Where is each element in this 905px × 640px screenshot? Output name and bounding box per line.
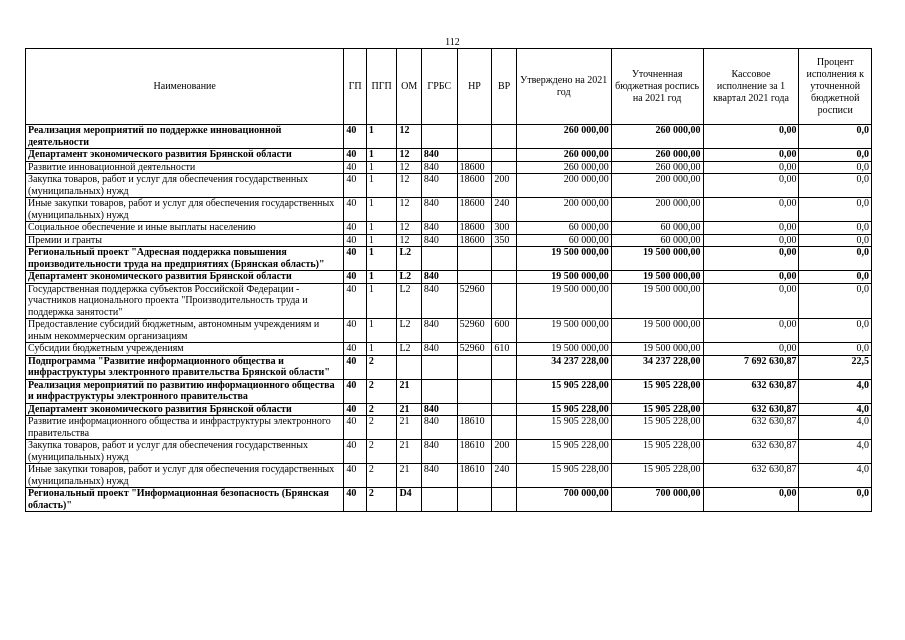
cell-percent: 4,0	[799, 379, 872, 403]
cell-om: L2	[397, 271, 421, 284]
cell-name: Подпрограмма "Развитие информационного общества и инфраструктуры электронного правительства Брянской области"	[26, 355, 344, 379]
cell-np	[457, 149, 492, 162]
cell-grbs	[421, 488, 457, 512]
cell-np	[457, 271, 492, 284]
table-body	[26, 125, 872, 512]
cell-om: 12	[397, 198, 421, 222]
cell-grbs: 840	[421, 271, 457, 284]
cell-grbs: 840	[421, 416, 457, 440]
cell-grbs: 840	[421, 174, 457, 198]
cell-approved: 19 500 000,00	[516, 283, 611, 319]
cell-percent: 0,0	[799, 198, 872, 222]
header-name: Наименование	[26, 49, 344, 125]
cell-pgp: 1	[366, 222, 397, 235]
cell-vr: 200	[492, 174, 516, 198]
cell-percent: 0,0	[799, 222, 872, 235]
cell-approved: 260 000,00	[516, 125, 611, 149]
cell-revised: 15 905 228,00	[611, 403, 703, 416]
cell-pgp: 1	[366, 283, 397, 319]
table-row	[26, 416, 872, 440]
cell-grbs: 840	[421, 222, 457, 235]
cell-name: Закупка товаров, работ и услуг для обеспечения государственных (муниципальных) нужд	[26, 174, 344, 198]
cell-revised: 60 000,00	[611, 222, 703, 235]
cell-om: 21	[397, 416, 421, 440]
cell-approved: 15 905 228,00	[516, 464, 611, 488]
cell-pgp: 1	[366, 149, 397, 162]
table-row	[26, 464, 872, 488]
cell-cash: 0,00	[703, 161, 799, 174]
cell-vr	[492, 403, 516, 416]
cell-vr	[492, 416, 516, 440]
cell-vr: 610	[492, 343, 516, 356]
cell-om: 12	[397, 161, 421, 174]
cell-name: Субсидии бюджетным учреждениям	[26, 343, 344, 356]
table-row	[26, 149, 872, 162]
cell-np: 52960	[457, 283, 492, 319]
cell-cash: 0,00	[703, 271, 799, 284]
cell-name: Региональный проект "Информационная безопасность (Брянская область)"	[26, 488, 344, 512]
cell-vr	[492, 149, 516, 162]
cell-pgp: 1	[366, 125, 397, 149]
cell-gp: 40	[344, 222, 366, 235]
cell-revised: 700 000,00	[611, 488, 703, 512]
cell-vr	[492, 125, 516, 149]
cell-cash: 632 630,87	[703, 440, 799, 464]
cell-grbs: 840	[421, 161, 457, 174]
cell-name: Социальное обеспечение и иные выплаты населению	[26, 222, 344, 235]
cell-cash: 0,00	[703, 125, 799, 149]
cell-percent: 0,0	[799, 161, 872, 174]
cell-np: 18610	[457, 464, 492, 488]
cell-percent: 4,0	[799, 464, 872, 488]
cell-name: Государственная поддержка субъектов Российской Федерации - участников национального проекта "Производительность труда и поддержка занятости"	[26, 283, 344, 319]
cell-percent: 0,0	[799, 488, 872, 512]
cell-np	[457, 125, 492, 149]
cell-revised: 200 000,00	[611, 198, 703, 222]
header-cash: Кассовое исполнение за 1 квартал 2021 года	[703, 49, 799, 125]
cell-np: 18610	[457, 416, 492, 440]
cell-om: D4	[397, 488, 421, 512]
table-row	[26, 403, 872, 416]
cell-approved: 19 500 000,00	[516, 271, 611, 284]
table-row	[26, 222, 872, 235]
cell-percent: 0,0	[799, 319, 872, 343]
table-row	[26, 161, 872, 174]
cell-revised: 34 237 228,00	[611, 355, 703, 379]
cell-np: 18600	[457, 161, 492, 174]
cell-name: Развитие инновационной деятельности	[26, 161, 344, 174]
cell-revised: 260 000,00	[611, 161, 703, 174]
cell-om: 12	[397, 222, 421, 235]
page-number: 112	[445, 37, 460, 48]
cell-gp: 40	[344, 283, 366, 319]
cell-pgp: 2	[366, 416, 397, 440]
cell-pgp: 2	[366, 440, 397, 464]
cell-gp: 40	[344, 198, 366, 222]
table-row	[26, 234, 872, 247]
cell-om: 21	[397, 379, 421, 403]
cell-vr	[492, 488, 516, 512]
cell-cash: 0,00	[703, 234, 799, 247]
cell-approved: 34 237 228,00	[516, 355, 611, 379]
cell-revised: 19 500 000,00	[611, 283, 703, 319]
cell-om: 12	[397, 234, 421, 247]
cell-pgp: 1	[366, 271, 397, 284]
cell-approved: 19 500 000,00	[516, 247, 611, 271]
cell-vr	[492, 271, 516, 284]
cell-percent: 0,0	[799, 234, 872, 247]
header-np: НР	[457, 49, 492, 125]
table-row	[26, 440, 872, 464]
cell-om: L2	[397, 283, 421, 319]
cell-name: Департамент экономического развития Брянской области	[26, 149, 344, 162]
cell-name: Закупка товаров, работ и услуг для обеспечения государственных (муниципальных) нужд	[26, 440, 344, 464]
cell-grbs: 840	[421, 440, 457, 464]
cell-gp: 40	[344, 149, 366, 162]
cell-percent: 0,0	[799, 125, 872, 149]
cell-gp: 40	[344, 379, 366, 403]
cell-name: Развитие информационного общества и инфраструктуры электронного правительства	[26, 416, 344, 440]
cell-vr: 350	[492, 234, 516, 247]
cell-vr	[492, 379, 516, 403]
cell-om: 12	[397, 174, 421, 198]
cell-approved: 15 905 228,00	[516, 403, 611, 416]
cell-vr	[492, 161, 516, 174]
cell-pgp: 1	[366, 343, 397, 356]
cell-cash: 0,00	[703, 488, 799, 512]
cell-np: 18600	[457, 234, 492, 247]
cell-gp: 40	[344, 234, 366, 247]
cell-gp: 40	[344, 319, 366, 343]
cell-grbs	[421, 125, 457, 149]
cell-name: Департамент экономического развития Брянской области	[26, 403, 344, 416]
cell-grbs: 840	[421, 343, 457, 356]
table-row	[26, 343, 872, 356]
table-row	[26, 247, 872, 271]
cell-cash: 0,00	[703, 174, 799, 198]
cell-name: Региональный проект "Адресная поддержка повышения производительности труда на предприятиях (Брянская область)"	[26, 247, 344, 271]
cell-approved: 200 000,00	[516, 198, 611, 222]
cell-revised: 15 905 228,00	[611, 416, 703, 440]
cell-vr	[492, 355, 516, 379]
cell-pgp: 2	[366, 403, 397, 416]
cell-gp: 40	[344, 403, 366, 416]
cell-revised: 15 905 228,00	[611, 464, 703, 488]
cell-grbs: 840	[421, 283, 457, 319]
cell-grbs: 840	[421, 464, 457, 488]
cell-vr: 240	[492, 198, 516, 222]
cell-vr: 200	[492, 440, 516, 464]
cell-cash: 632 630,87	[703, 403, 799, 416]
table-row	[26, 174, 872, 198]
cell-cash: 632 630,87	[703, 379, 799, 403]
cell-revised: 15 905 228,00	[611, 440, 703, 464]
cell-revised: 60 000,00	[611, 234, 703, 247]
cell-cash: 0,00	[703, 149, 799, 162]
cell-pgp: 2	[366, 379, 397, 403]
cell-pgp: 1	[366, 161, 397, 174]
header-om: ОМ	[397, 49, 421, 125]
cell-om: L2	[397, 343, 421, 356]
cell-np	[457, 355, 492, 379]
cell-vr	[492, 283, 516, 319]
cell-name: Департамент экономического развития Брянской области	[26, 271, 344, 284]
cell-percent: 0,0	[799, 283, 872, 319]
cell-approved: 60 000,00	[516, 234, 611, 247]
cell-gp: 40	[344, 440, 366, 464]
cell-name: Иные закупки товаров, работ и услуг для обеспечения государственных (муниципальных) нужд	[26, 198, 344, 222]
header-percent: Процент исполнения к уточненной бюджетной росписи	[799, 49, 872, 125]
cell-grbs: 840	[421, 234, 457, 247]
cell-gp: 40	[344, 355, 366, 379]
cell-np	[457, 379, 492, 403]
cell-approved: 260 000,00	[516, 149, 611, 162]
cell-percent: 0,0	[799, 174, 872, 198]
cell-om: 21	[397, 464, 421, 488]
budget-table	[25, 48, 872, 512]
table-row	[26, 319, 872, 343]
cell-om	[397, 355, 421, 379]
cell-pgp: 1	[366, 234, 397, 247]
cell-percent: 0,0	[799, 271, 872, 284]
cell-revised: 19 500 000,00	[611, 319, 703, 343]
cell-np: 18600	[457, 198, 492, 222]
cell-np: 18610	[457, 440, 492, 464]
cell-cash: 0,00	[703, 319, 799, 343]
cell-grbs: 840	[421, 319, 457, 343]
cell-name: Реализация мероприятий по поддержке инновационной деятельности	[26, 125, 344, 149]
cell-percent: 0,0	[799, 149, 872, 162]
cell-cash: 632 630,87	[703, 464, 799, 488]
cell-grbs: 840	[421, 198, 457, 222]
cell-cash: 632 630,87	[703, 416, 799, 440]
cell-gp: 40	[344, 271, 366, 284]
cell-gp: 40	[344, 125, 366, 149]
cell-gp: 40	[344, 464, 366, 488]
cell-revised: 200 000,00	[611, 174, 703, 198]
cell-pgp: 1	[366, 247, 397, 271]
cell-grbs	[421, 247, 457, 271]
cell-cash: 0,00	[703, 247, 799, 271]
table-row	[26, 271, 872, 284]
cell-np: 52960	[457, 343, 492, 356]
cell-om: L2	[397, 319, 421, 343]
cell-om: 12	[397, 149, 421, 162]
cell-revised: 19 500 000,00	[611, 343, 703, 356]
cell-approved: 200 000,00	[516, 174, 611, 198]
cell-gp: 40	[344, 161, 366, 174]
header-approved: Утверждено на 2021 год	[516, 49, 611, 125]
cell-np	[457, 247, 492, 271]
cell-cash: 0,00	[703, 222, 799, 235]
cell-cash: 0,00	[703, 198, 799, 222]
cell-revised: 260 000,00	[611, 125, 703, 149]
cell-np: 18600	[457, 222, 492, 235]
cell-grbs	[421, 355, 457, 379]
cell-approved: 15 905 228,00	[516, 416, 611, 440]
header-revised: Уточненная бюджетная роспись на 2021 год	[611, 49, 703, 125]
cell-percent: 0,0	[799, 247, 872, 271]
table-row	[26, 283, 872, 319]
cell-om: L2	[397, 247, 421, 271]
cell-pgp: 1	[366, 198, 397, 222]
cell-approved: 19 500 000,00	[516, 319, 611, 343]
cell-name: Премии и гранты	[26, 234, 344, 247]
cell-om: 21	[397, 440, 421, 464]
cell-np: 52960	[457, 319, 492, 343]
cell-name: Иные закупки товаров, работ и услуг для обеспечения государственных (муниципальных) нужд	[26, 464, 344, 488]
cell-om: 21	[397, 403, 421, 416]
table-row	[26, 379, 872, 403]
header-vr: ВР	[492, 49, 516, 125]
cell-gp: 40	[344, 416, 366, 440]
cell-pgp: 2	[366, 488, 397, 512]
cell-cash: 0,00	[703, 343, 799, 356]
cell-approved: 15 905 228,00	[516, 440, 611, 464]
cell-revised: 19 500 000,00	[611, 271, 703, 284]
cell-vr: 240	[492, 464, 516, 488]
cell-grbs	[421, 379, 457, 403]
cell-grbs: 840	[421, 403, 457, 416]
cell-approved: 260 000,00	[516, 161, 611, 174]
cell-pgp: 1	[366, 174, 397, 198]
cell-approved: 700 000,00	[516, 488, 611, 512]
cell-approved: 19 500 000,00	[516, 343, 611, 356]
cell-percent: 4,0	[799, 403, 872, 416]
cell-percent: 22,5	[799, 355, 872, 379]
cell-revised: 260 000,00	[611, 149, 703, 162]
cell-gp: 40	[344, 488, 366, 512]
cell-vr: 600	[492, 319, 516, 343]
cell-approved: 60 000,00	[516, 222, 611, 235]
header-pgp: ПГП	[366, 49, 397, 125]
cell-np	[457, 403, 492, 416]
cell-om: 12	[397, 125, 421, 149]
cell-np	[457, 488, 492, 512]
cell-gp: 40	[344, 247, 366, 271]
cell-name: Предоставление субсидий бюджетным, автономным учреждениям и иным некоммерческим организациям	[26, 319, 344, 343]
cell-gp: 40	[344, 174, 366, 198]
cell-percent: 4,0	[799, 416, 872, 440]
cell-vr: 300	[492, 222, 516, 235]
cell-np: 18600	[457, 174, 492, 198]
table-row	[26, 198, 872, 222]
table-row	[26, 125, 872, 149]
table-row	[26, 355, 872, 379]
header-row	[26, 49, 872, 125]
cell-pgp: 1	[366, 319, 397, 343]
cell-cash: 0,00	[703, 283, 799, 319]
cell-pgp: 2	[366, 355, 397, 379]
cell-vr	[492, 247, 516, 271]
cell-percent: 4,0	[799, 440, 872, 464]
cell-name: Реализация мероприятий по развитию информационного общества и инфраструктуры электронного правительства	[26, 379, 344, 403]
cell-revised: 15 905 228,00	[611, 379, 703, 403]
cell-revised: 19 500 000,00	[611, 247, 703, 271]
header-gp: ГП	[344, 49, 366, 125]
cell-cash: 7 692 630,87	[703, 355, 799, 379]
table-row	[26, 488, 872, 512]
cell-grbs: 840	[421, 149, 457, 162]
cell-percent: 0,0	[799, 343, 872, 356]
cell-pgp: 2	[366, 464, 397, 488]
cell-gp: 40	[344, 343, 366, 356]
header-grbs: ГРБС	[421, 49, 457, 125]
cell-approved: 15 905 228,00	[516, 379, 611, 403]
